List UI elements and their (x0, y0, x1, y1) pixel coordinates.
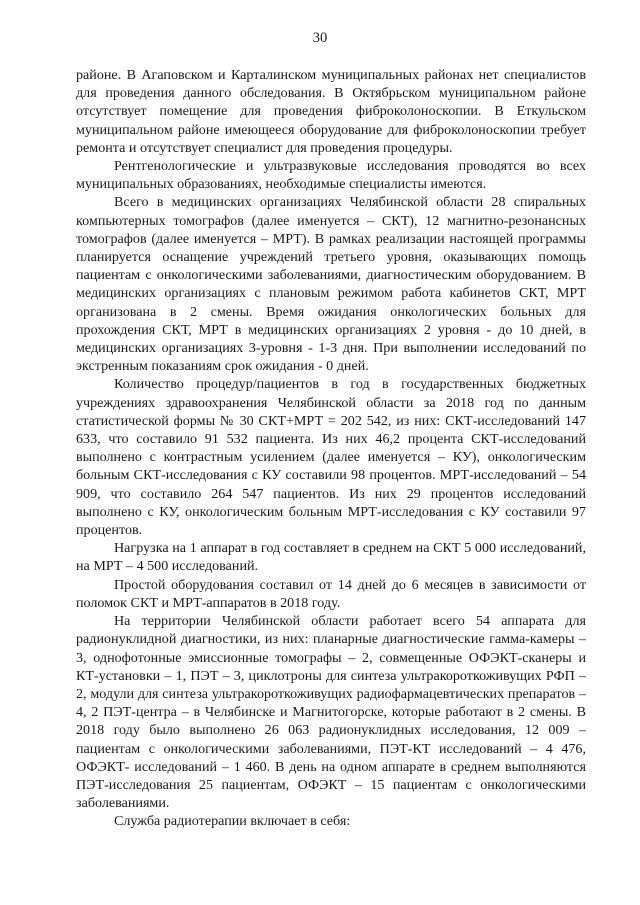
document-body (76, 66, 586, 831)
paragraph: Всего в медицинских организациях Челябинской области 28 спиральных компьютерных томографов (далее именуется – СКТ), 12 магнитно-резонансных томографов (далее именуется – МРТ). В рамках реализации настоящей программы планируется оснащение учреждений третьего уровня, оказывающих помощь пациентам с онкологическими заболеваниями, диагностическим оборудованием. В медицинских организациях с плановым режимом работа кабинетов СКТ, МРТ организована в 2 смены. Время ожидания онкологических больных для прохождения СКТ, МРТ в медицинских организациях 2 уровня - до 10 дней, в медицинских организациях 3-уровня - 1-3 дня. При выполнении исследований по экстренным показаниям срок ожидания - 0 дней. (76, 194, 586, 375)
paragraph: Рентгенологические и ультразвуковые исследования проводятся во всех муниципальных образованиях, необходимые специалисты имеются. (76, 158, 586, 193)
paragraph: Нагрузка на 1 аппарат в год составляет в среднем на СКТ 5 000 исследований, на МРТ – 4 500 исследований. (76, 540, 586, 575)
paragraph: Количество процедур/пациентов в год в государственных бюджетных учреждениях здравоохранения Челябинской области за 2018 год по данным статистической формы № 30 СКТ+МРТ = 202 542, из них: СКТ-исследований 147 633, что составило 91 532 пациента. Из них 46,2 процента СКТ-исследований выполнено с контрастным усилением (далее именуется – КУ), онкологическим больным СКТ-исследования с КУ составили 98 процентов. МРТ-исследований – 54 909, что составило 264 547 пациентов. Из них 29 процентов исследований выполнено с КУ, онкологическим больным МРТ-исследования с КУ составили 97 процентов. (76, 376, 586, 539)
page-number: 30 (312, 30, 328, 46)
paragraph: Простой оборудования составил от 14 дней до 6 месяцев в зависимости от поломок СКТ и МРТ-аппаратов в 2018 году. (76, 576, 586, 611)
paragraph: Служба радиотерапии включает в себя: (114, 813, 351, 830)
paragraph: районе. В Агаповском и Карталинском муниципальных районах нет специалистов для проведения данного обследования. В Октябрьском муниципальном районе отсутствует помещение для проведения фиброколоноскопии. В Еткульском муниципальном районе имеющееся оборудование для фиброколоноскопии требует ремонта и отсутствует специалист для проведения процедуры. (76, 67, 586, 156)
paragraph: На территории Челябинской области работает всего 54 аппарата для радионуклидной диагностики, из них: планарные диагностические гамма-камеры – 3, однофотонные эмиссионные томографы – 2, совмещенные ОФЭКТ-сканеры и КТ-установки – 1, ПЭТ – 3, циклотроны для синтеза ультракороткоживущих РФП – 2, модули для синтеза ультракороткоживущих радиофармацевтических препаратов – 4, 2 ПЭТ-центра – в Челябинске и Магнитогорске, которые работают в 2 смены. В 2018 году было выполнено 26 063 радионуклидных исследования, 12 009 – пациентам с онкологическими заболеваниями, ПЭТ-КТ исследований – 4 476, ОФЭКТ- исследований – 1 460. В день на одном аппарате в среднем выполняются ПЭТ-исследования 25 пациентам, ОФЭКТ – 15 пациентам с онкологическими заболеваниями. (76, 613, 586, 812)
